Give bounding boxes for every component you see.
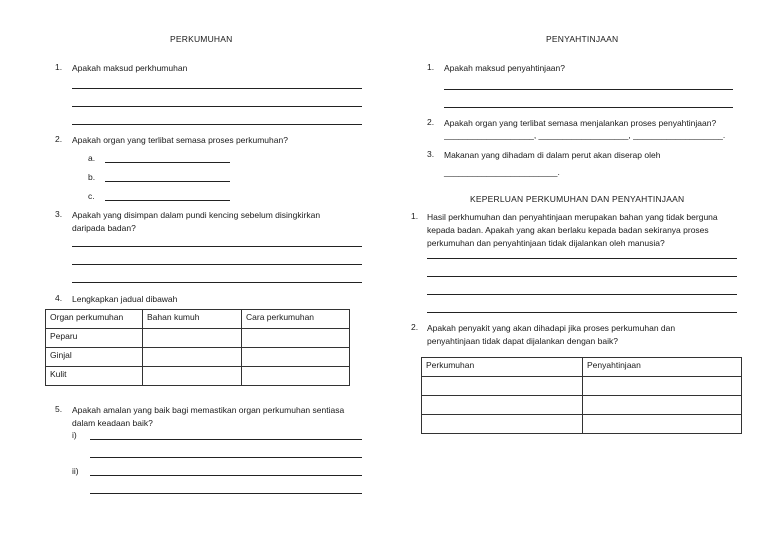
answer-line[interactable]	[444, 89, 733, 90]
part-label-i: i)	[72, 430, 77, 440]
left-q4-text: Lengkapkan jadual dibawah	[72, 294, 178, 304]
left-title: PERKUMUHAN	[170, 34, 233, 44]
answer-line[interactable]	[90, 439, 362, 440]
left-q3-number: 3.	[55, 209, 63, 219]
table-row	[46, 367, 350, 386]
table-row-label: Peparu	[46, 329, 143, 348]
table-row	[422, 396, 742, 415]
answer-line[interactable]	[427, 258, 737, 259]
table-header-row	[46, 310, 350, 329]
right-q2-blanks[interactable]: ___________________, ___________________, ___________________.	[444, 130, 726, 140]
answer-line[interactable]	[72, 246, 362, 247]
organ-table	[45, 309, 350, 386]
right-q3-blank[interactable]: ________________________.	[444, 167, 560, 177]
table-cell[interactable]	[583, 415, 742, 434]
left-q1-number: 1.	[55, 62, 63, 72]
table-row	[422, 415, 742, 434]
answer-line[interactable]	[427, 276, 737, 277]
left-q5-text: Apakah amalan yang baik bagi memastikan organ perkumuhan sentiasa dalam keadaan baik?	[72, 405, 345, 428]
disease-table	[421, 357, 742, 434]
answer-line[interactable]	[427, 294, 737, 295]
section-title: KEPERLUAN PERKUMUHAN DAN PENYAHTINJAAN	[470, 194, 685, 204]
table-row-label: Kulit	[46, 367, 143, 386]
answer-line[interactable]	[105, 200, 230, 201]
table-cell[interactable]	[583, 396, 742, 415]
left-q5-number: 5.	[55, 404, 63, 414]
table-cell[interactable]	[422, 396, 583, 415]
table-cell[interactable]	[242, 367, 350, 386]
left-q2-number: 2.	[55, 134, 63, 144]
right-q1-number: 1.	[427, 62, 435, 72]
answer-line[interactable]	[90, 457, 362, 458]
table-header-cell: Bahan kumuh	[143, 310, 242, 329]
left-q2-text: Apakah organ yang terlibat semasa proses perkumuhan?	[72, 135, 288, 145]
table-cell[interactable]	[583, 377, 742, 396]
table-cell[interactable]	[143, 348, 242, 367]
option-label-c: c.	[88, 191, 95, 201]
table-row	[46, 348, 350, 367]
table-cell[interactable]	[422, 415, 583, 434]
answer-line[interactable]	[90, 475, 362, 476]
right-title: PENYAHTINJAAN	[546, 34, 619, 44]
left-q3-text: Apakah yang disimpan dalam pundi kencing sebelum disingkirkan daripada badan?	[72, 210, 321, 233]
answer-line[interactable]	[72, 282, 362, 283]
right-q3-number: 3.	[427, 149, 435, 159]
right-s2-number: 2.	[411, 322, 419, 332]
table-row	[46, 329, 350, 348]
table-cell[interactable]	[143, 367, 242, 386]
table-cell[interactable]	[143, 329, 242, 348]
answer-line[interactable]	[72, 124, 362, 125]
right-s1-number: 1.	[411, 211, 419, 221]
table-header-cell: Penyahtinjaan	[583, 358, 742, 377]
table-header-cell: Cara perkumuhan	[242, 310, 350, 329]
table-row	[422, 377, 742, 396]
answer-line[interactable]	[72, 88, 362, 89]
table-cell[interactable]	[242, 329, 350, 348]
table-header-row	[422, 358, 742, 377]
left-q1-text: Apakah maksud perkhumuhan	[72, 63, 188, 73]
right-s2-text: Apakah penyakit yang akan dihadapi jika proses perkumuhan dan penyahtinjaan tidak dapat dijalankan dengan baik?	[427, 323, 676, 346]
answer-line[interactable]	[90, 493, 362, 494]
answer-line[interactable]	[72, 106, 362, 107]
option-label-b: b.	[88, 172, 96, 182]
table-cell[interactable]	[242, 348, 350, 367]
answer-line[interactable]	[72, 264, 362, 265]
answer-line[interactable]	[105, 181, 230, 182]
right-q3-text: Makanan yang dihadam di dalam perut akan diserap oleh	[444, 150, 661, 160]
answer-line[interactable]	[444, 107, 733, 108]
right-q1-text: Apakah maksud penyahtinjaan?	[444, 63, 565, 73]
left-q4-number: 4.	[55, 293, 63, 303]
table-header-cell: Perkumuhan	[422, 358, 583, 377]
table-header-cell: Organ perkumuhan	[46, 310, 143, 329]
right-s1-text: Hasil perkhumuhan dan penyahtinjaan merupakan bahan yang tidak berguna kepada badan. Apakah yang akan berlaku kepada badan sekiranya proses perkumuhan dan penyahtinjaan tidak dijalankan oleh manusia?	[427, 212, 718, 248]
table-cell[interactable]	[422, 377, 583, 396]
part-label-ii: ii)	[72, 466, 79, 476]
answer-line[interactable]	[427, 312, 737, 313]
answer-line[interactable]	[105, 162, 230, 163]
table-row-label: Ginjal	[46, 348, 143, 367]
right-q2-number: 2.	[427, 117, 435, 127]
option-label-a: a.	[88, 153, 96, 163]
right-q2-text: Apakah organ yang terlibat semasa menjalankan proses penyahtinjaan?	[444, 118, 717, 128]
